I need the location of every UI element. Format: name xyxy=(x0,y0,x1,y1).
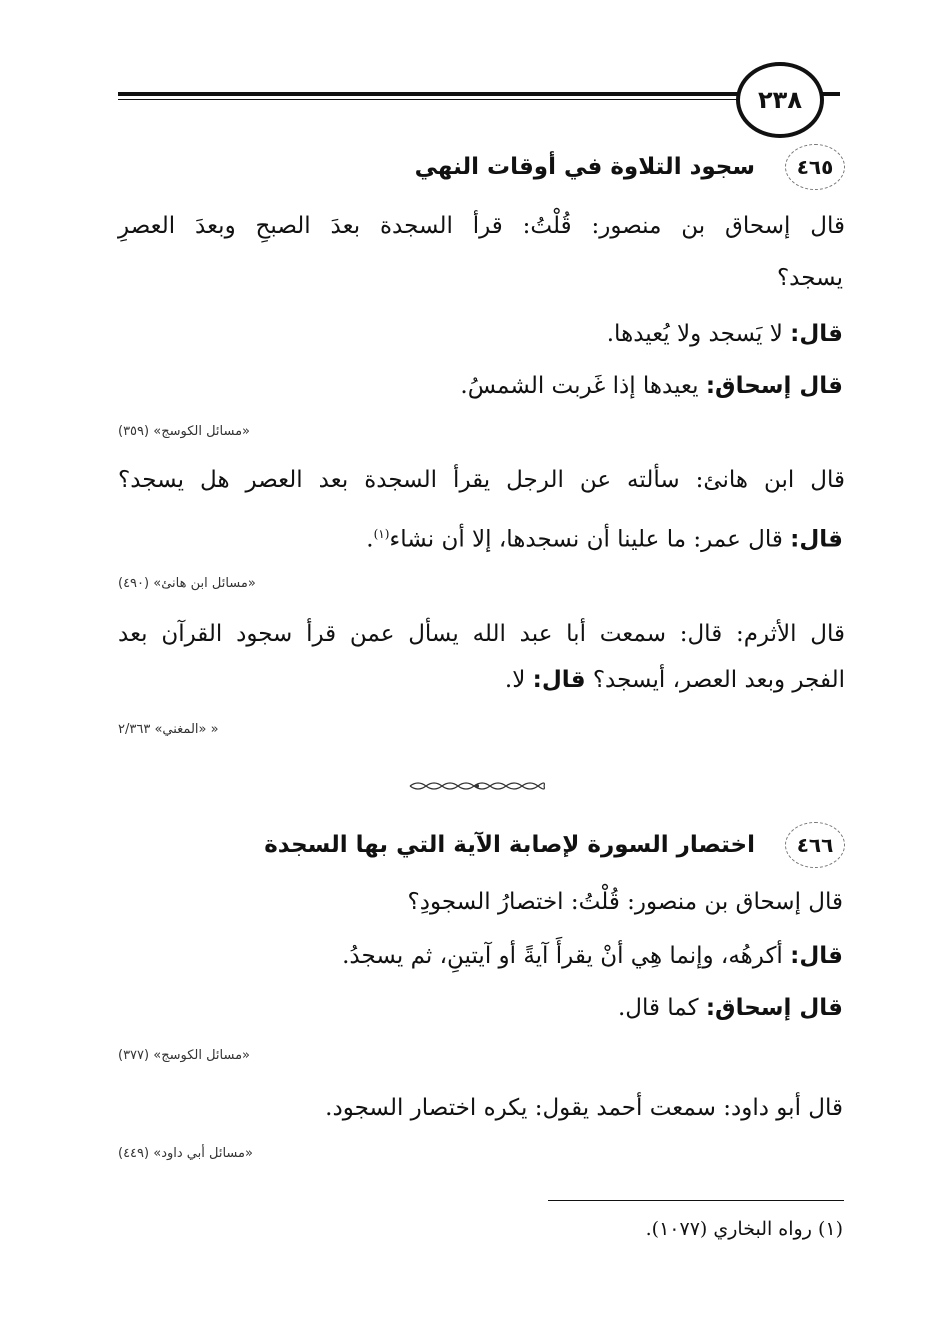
speaker-label: قال إسحاق: xyxy=(705,373,843,399)
page-number: ٢٣٨ xyxy=(736,62,824,138)
answer-text: يعيدها إذا غَربت الشمسُ. xyxy=(460,373,706,399)
section-title: سجود التلاوة في أوقات النهي xyxy=(414,154,755,180)
section-heading xyxy=(264,822,845,868)
source-citation: «مسائل الكوسج» (٣٥٩) xyxy=(118,424,251,439)
speaker-label: قال: xyxy=(532,667,586,693)
paragraph-text: الفجر وبعد العصر، أيسجد؟ xyxy=(585,667,845,693)
answer-line xyxy=(342,940,843,972)
speaker-label: قال: xyxy=(790,526,843,553)
header-rule-thin xyxy=(118,99,738,100)
source-citation: «مسائل الكوسج» (٣٧٧) xyxy=(118,1048,251,1063)
answer-text: لا يَسجد ولا يُعيدها. xyxy=(606,321,791,347)
answer-text: لا. xyxy=(504,667,533,693)
paragraph-line: قال إسحاق بن منصور: قُلْتُ: اختصارُ السجودِ؟ xyxy=(407,889,843,915)
footnote-rule xyxy=(548,1200,844,1201)
source-citation: « «المغني» ٢/٣٦٣ xyxy=(118,722,219,737)
answer-text: أكرهُه، وإنما هِي أنْ يقرأَ آيةً أو آيتينِ، ثم يسجدُ. xyxy=(342,943,791,969)
ornament-divider xyxy=(408,778,546,794)
answer-line xyxy=(607,318,843,350)
answer-text: قال عمر: ما علينا أن نسجدها، إلا أن نشاء xyxy=(389,526,791,553)
paragraph-line: قال إسحاق بن منصور: قُلْتُ: قرأ السجدة بعدَ الصبحِ وبعدَ العصرِ xyxy=(118,213,845,239)
source-citation: «مسائل أبي داود» (٤٤٩) xyxy=(118,1146,253,1161)
footnote-marker: (١) xyxy=(817,1218,843,1240)
section-heading xyxy=(415,144,845,190)
footnote-text: رواه البخاري (١٠٧٧). xyxy=(645,1218,812,1240)
answer-end: . xyxy=(366,526,374,553)
paragraph-line: قال ابن هانئ: سألته عن الرجل يقرأ السجدة بعد العصر هل يسجد؟ xyxy=(118,467,845,493)
speaker-label: قال: xyxy=(790,321,843,347)
paragraph-line xyxy=(505,664,845,696)
paragraph-line: يسجد؟ xyxy=(776,265,843,291)
header-rule xyxy=(118,92,738,96)
answer-line xyxy=(618,992,843,1024)
speaker-label: قال إسحاق: xyxy=(705,995,843,1021)
paragraph-line: قال الأثرم: قال: سمعت أبا عبد الله يسأل عمن قرأ سجود القرآن بعد xyxy=(118,621,845,647)
answer-line xyxy=(460,370,843,402)
section-number: ٤٦٥ xyxy=(785,144,845,190)
answer-line xyxy=(366,518,843,556)
section-title: اختصار السورة لإصابة الآية التي بها السجدة xyxy=(264,832,755,858)
paragraph-line: قال أبو داود: سمعت أحمد يقول: يكره اختصار السجود. xyxy=(325,1095,843,1121)
answer-text: كما قال. xyxy=(617,995,706,1021)
section-number: ٤٦٦ xyxy=(785,822,845,868)
footnote-marker: (١) xyxy=(373,527,390,541)
footnote xyxy=(646,1218,843,1240)
speaker-label: قال: xyxy=(790,943,843,969)
source-citation: «مسائل ابن هانئ» (٤٩٠) xyxy=(118,576,256,591)
